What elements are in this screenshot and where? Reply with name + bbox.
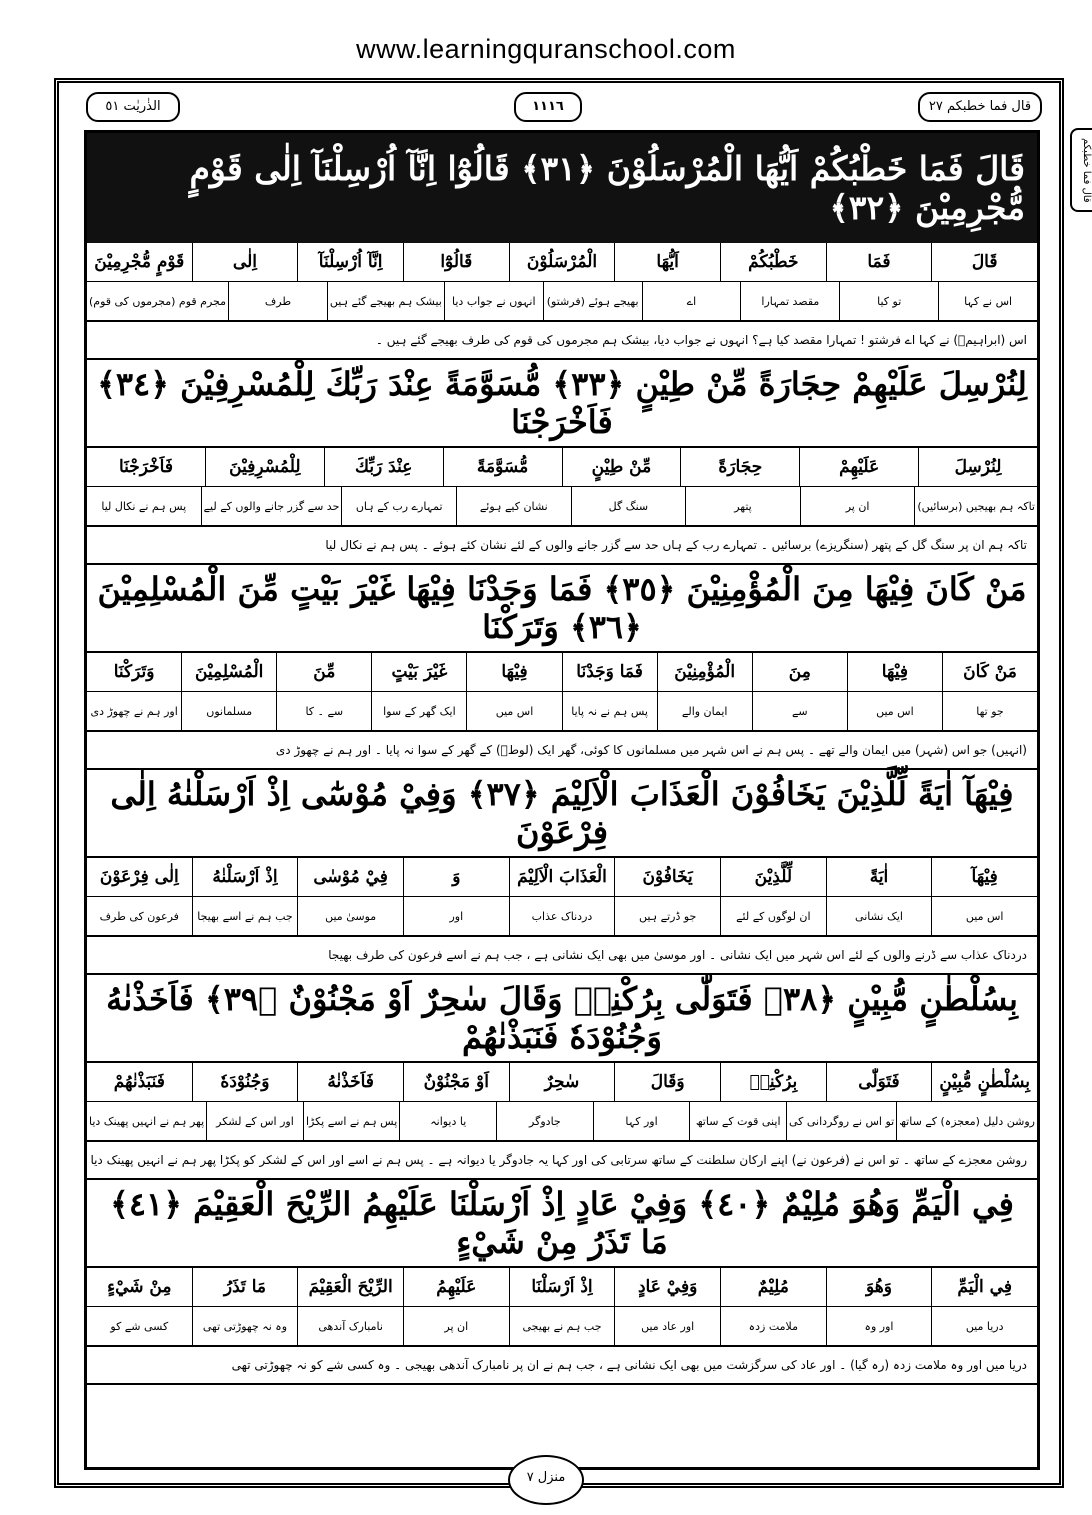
arabic-word-cell: غَيْرَ بَيْتٍ [371,653,466,691]
urdu-meaning-cell: نامبارک آندھی [297,1307,403,1345]
side-para-tab: قال فما خطبكم [1070,128,1092,212]
word-by-word-row [87,1063,1037,1102]
urdu-meaning-cell: فرعون کی طرف [99,909,179,923]
arabic-word-cell: الْمُرْسَلُوْنَ [509,243,615,281]
urdu-meaning-cell: جب ہم نے بھیجی [509,1307,615,1345]
urdu-meaning-cell: اور کہا [593,1102,690,1140]
arabic-word-cell: حِجَارَةً [680,448,799,486]
arabic-word-cell: وَهُوَ [826,1268,932,1306]
urdu-meaning-cell: مسلمانوں [181,692,276,730]
verse-section [87,565,1037,770]
arabic-word-cell: اٰيَةً [826,858,932,896]
urdu-meaning-cell: اس میں [931,897,1037,935]
urdu-meaning-cell: روشن دلیل (معجزہ) کے ساتھ [896,1102,1037,1140]
urdu-translation-line: تاکہ ہم ان پر سنگ گل کے پتھر (سنگریزے) برسائیں ۔ تمہارے رب کے ہاں حد سے گزر جانے والوں کے لئے نشان کئے ہوئے ۔ پس ہم نے نکال لیا [87,527,1037,565]
arabic-word-cell: يَخَافُوْنَ [614,858,720,896]
word-by-word-row [87,858,1037,897]
arabic-word-cell: فِي الْيَمِّ [931,1268,1037,1306]
urdu-meaning-cell: تو اس نے روگردانی کی [786,1102,896,1140]
arabic-word-cell: فَاَخَذْنٰهُ [297,1063,403,1101]
urdu-meaning-cell: اور ہم نے چھوڑ دی [90,704,178,718]
arabic-word-cell: فَتَوَلّٰى [826,1063,932,1101]
urdu-meaning-cell: نشان کیے ہوئے [456,487,571,525]
urdu-meaning-cell: یا دیوانہ [399,1102,496,1140]
urdu-meaning-cell: اس نے کہا [938,282,1037,320]
arabic-word-cell: سٰحِرٌ [509,1063,615,1101]
arabic-word-cell: مِنَ [752,653,847,691]
urdu-meaning-cell: ان پر [800,487,915,525]
arabic-word-cell: فَمَا وَجَدْنَا [562,653,657,691]
urdu-meaning-cell: ایک نشانی [826,897,932,935]
arabic-word-cell: فِيْهَا [847,653,942,691]
arabic-verse-line: فِيْهَآ اٰيَةً لِّلَّذِيْنَ يَخَافُوْنَ الْعَذَابَ الْاَلِيْمَ ﴿٣٧﴾ وَفِيْ مُوْسٰٓى اِذْ اَرْسَلْنٰهُ اِلٰى فِرْعَوْنَ [87,770,1037,858]
urdu-meaning-cell: دردناک عذاب [509,897,615,935]
urdu-meaning-cell: جو تھا [942,692,1037,730]
urdu-meaning-cell: پتھر [685,487,800,525]
word-meaning-row [87,1307,1037,1347]
urdu-meaning-cell: پس ہم نے نکال لیا [101,499,187,513]
arabic-word-cell: وَتَرَكْنَا [113,662,155,682]
urdu-meaning-cell: پس ہم نے نہ پایا [562,692,657,730]
verse-section [87,360,1037,565]
arabic-word-cell: عَلَيْهِمُ [403,1268,509,1306]
urdu-meaning-cell: اس میں [466,692,561,730]
arabic-word-cell: اِنَّآ اُرْسِلْنَآ [297,243,403,281]
urdu-meaning-cell: سے [752,692,847,730]
urdu-meaning-cell: تاکہ ہم بھیجیں (برسائیں) [914,487,1037,525]
arabic-word-cell: فِيْهَا [466,653,561,691]
arabic-word-cell: وَقَالَ [614,1063,720,1101]
urdu-meaning-cell: مجرم قوم (مجرموں کی قوم) [88,294,227,308]
arabic-word-cell: مَا تَذَرُ [192,1268,298,1306]
urdu-meaning-cell: اپنی قوت کے ساتھ [689,1102,786,1140]
verse-section [87,133,1037,360]
urdu-meaning-cell: انہوں نے جواب دیا [444,282,543,320]
site-url[interactable]: www.learningquranschool.com [356,34,736,64]
page-content [87,133,1037,1385]
arabic-word-cell: وَفِيْ عَادٍ [614,1268,720,1306]
arabic-word-cell: بِرُكْنِهٖ [720,1063,826,1101]
arabic-word-cell: مُّسَوَّمَةً [443,448,562,486]
word-by-word-row [87,1268,1037,1307]
urdu-meaning-cell: اس میں [847,692,942,730]
arabic-word-cell: الْمُؤْمِنِيْنَ [657,653,752,691]
arabic-word-cell: فَنَبَذْنٰهُمْ [113,1072,165,1092]
word-meaning-row [87,692,1037,732]
urdu-meaning-cell: سنگ گل [571,487,686,525]
urdu-meaning-cell: ان لوگوں کے لئے [720,897,826,935]
verse-section [87,1180,1037,1385]
arabic-word-cell: مِّنَ [276,653,371,691]
verse-section [87,770,1037,975]
page-number: ١١١٦ [514,92,582,122]
arabic-verse-line: بِسُلْطٰنٍ مُّبِيْنٍ ﴿٣٨﴾ فَتَوَلّٰى بِرُكْنِهٖ وَقَالَ سٰحِرٌ اَوْ مَجْنُوْنٌ ﴿٣٩﴾ فَاَخَذْنٰهُ وَجُنُوْدَهٗ فَنَبَذْنٰهُمْ [87,975,1037,1063]
arabic-word-cell: وَ [403,858,509,896]
urdu-meaning-cell: جب ہم نے اسے بھیجا [192,897,298,935]
urdu-meaning-cell: ملامت زدہ [720,1307,826,1345]
arabic-word-cell: الرِّيْحَ الْعَقِيْمَ [297,1268,403,1306]
urdu-meaning-cell: کسی شے کو [110,1319,169,1333]
urdu-meaning-cell: جو ڈرتے ہیں [614,897,720,935]
urdu-meaning-cell: سے ۔ کا [276,692,371,730]
word-by-word-row [87,448,1037,487]
arabic-verse-line: فِي الْيَمِّ وَهُوَ مُلِيْمٌ ﴿٤٠﴾ وَفِيْ عَادٍ اِذْ اَرْسَلْنَا عَلَيْهِمُ الرِّيْحَ الْعَقِيْمَ ﴿٤١﴾ مَا تَذَرُ مِنْ شَيْءٍ [87,1180,1037,1268]
arabic-word-cell: اِلٰى فِرْعَوْنَ [99,867,179,887]
arabic-word-cell: لِلْمُسْرِفِيْنَ [205,448,324,486]
surah-name: الذٰریٰت ٥١ [86,92,180,122]
urdu-meaning-cell: موسیٰ میں [297,897,403,935]
arabic-word-cell: قَالَ [931,243,1037,281]
urdu-meaning-cell: مقصد تمہارا [740,282,839,320]
urdu-meaning-cell: اور اس کے لشکر [206,1102,303,1140]
para-name: قال فما خطبكم ٢٧ [918,92,1042,122]
arabic-verse-line: لِنُرْسِلَ عَلَيْهِمْ حِجَارَةً مِّنْ طِيْنٍ ﴿٣٣﴾ مُّسَوَّمَةً عِنْدَ رَبِّكَ لِلْمُسْرِفِيْنَ ﴿٣٤﴾ فَاَخْرَجْنَا [87,360,1037,448]
arabic-word-cell: اِلٰى [192,243,298,281]
urdu-meaning-cell: اور وہ [826,1307,932,1345]
arabic-word-cell: فَاَخْرَجْنَا [118,457,173,477]
word-by-word-row [87,243,1037,282]
arabic-word-cell: الْمُسْلِمِيْنَ [181,653,276,691]
word-by-word-row [87,653,1037,692]
urdu-translation-line: روشن معجزے کے ساتھ ۔ تو اس نے (فرعون نے) اپنے ارکان سلطنت کے ساتھ سرتابی کی اور کہا یہ جادوگر یا دیوانہ ہے ۔ پس ہم نے اسے اور اس کے لشکر کو پکڑا پھر ہم نے انہیں پھینک دیا [87,1142,1037,1180]
manzil-marker: منزل ٧ [508,1455,584,1505]
urdu-meaning-cell: تمہارے رب کے ہاں [341,487,456,525]
arabic-word-cell: مَنْ كَانَ [942,653,1037,691]
urdu-meaning-cell: ایمان والے [657,692,752,730]
urdu-meaning-cell: اور عاد میں [614,1307,720,1345]
urdu-translation-line: (انہیں) جو اس (شہر) میں ایمان والے تھے ۔ پس ہم نے اس شہر میں مسلمانوں کا کوئی، گھر ایک (لوطؑ) کے گھر کے سوا نہ پایا ۔ اور ہم نے چھوڑ دی [87,732,1037,770]
arabic-word-cell: مِّنْ طِيْنٍ [562,448,681,486]
urdu-meaning-cell: طرف [228,282,327,320]
arabic-word-cell: قَالُوْٓا [403,243,509,281]
urdu-meaning-cell: جادوگر [496,1102,593,1140]
arabic-word-cell: فَمَا [826,243,932,281]
arabic-word-cell: وَجُنُوْدَهٗ [192,1063,298,1101]
word-meaning-row [87,282,1037,322]
urdu-meaning-cell: وہ نہ چھوڑتی تھی [192,1307,298,1345]
arabic-word-cell: مِنْ شَيْءٍ [107,1277,172,1297]
urdu-meaning-cell: بیشک ہم بھیجے گئے ہیں [327,282,444,320]
arabic-word-cell: اَوْ مَجْنُوْنٌ [403,1063,509,1101]
urdu-translation-line: اس (ابراہیمؑ) نے کہا اے فرشتو ! تمہارا مقصد کیا ہے؟ انہوں نے جواب دیا، بیشک ہم مجرموں کی قوم کی طرف بھیجے گئے ہیں ۔ [87,322,1037,360]
urdu-meaning-cell: پس ہم نے اسے پکڑا [303,1102,400,1140]
urdu-meaning-cell: تو کیا [839,282,938,320]
arabic-word-cell: عَلَيْهِمْ [799,448,918,486]
arabic-word-cell: فِيْ مُوْسٰى [297,858,403,896]
urdu-translation-line: دردناک عذاب سے ڈرنے والوں کے لئے اس شہر میں ایک نشانی ۔ اور موسیٰ میں بھی ایک نشانی ہے ، جب ہم نے اسے فرعون کی طرف بھیجا [87,937,1037,975]
word-meaning-row [87,1102,1037,1142]
urdu-meaning-cell: بھیجے ہوئے (فرشتو) [543,282,642,320]
arabic-word-cell: اَيُّهَا [614,243,720,281]
arabic-word-cell: اِذْ اَرْسَلْنَا [509,1268,615,1306]
urdu-translation-line: دریا میں اور وہ ملامت زدہ (رہ گیا) ۔ اور عاد کی سرگزشت میں بھی ایک نشانی ہے ، جب ہم نے ان پر نامبارک آندھی بھیجی ۔ وہ کسی شے کو نہ چھوڑتی تھی [87,1347,1037,1385]
urdu-meaning-cell: ان پر [403,1307,509,1345]
arabic-word-cell: مُلِيْمٌ [720,1268,826,1306]
urdu-meaning-cell: دریا میں [931,1307,1037,1345]
verse-section [87,975,1037,1180]
urdu-meaning-cell: ایک گھر کے سوا [371,692,466,730]
word-meaning-row [87,897,1037,937]
arabic-word-cell: اِذْ اَرْسَلْنٰهُ [192,858,298,896]
arabic-verse-line: قَالَ فَمَا خَطْبُكُمْ اَيُّهَا الْمُرْسَلُوْنَ ﴿٣١﴾ قَالُوْٓا اِنَّآ اُرْسِلْنَآ اِلٰى قَوْمٍ مُّجْرِمِيْنَ ﴿٣٢﴾ [87,133,1037,243]
arabic-word-cell: خَطْبُكُمْ [720,243,826,281]
word-meaning-row [87,487,1037,527]
arabic-word-cell: الْعَذَابَ الْاَلِيْمَ [509,858,615,896]
urdu-meaning-cell: اور [403,897,509,935]
arabic-word-cell: عِنْدَ رَبِّكَ [324,448,443,486]
arabic-word-cell: لِنُرْسِلَ [918,448,1037,486]
arabic-word-cell: قَوْمٍ مُّجْرِمِيْنَ [94,252,185,272]
urdu-meaning-cell: پھر ہم نے انہیں پھینک دیا [89,1114,205,1128]
arabic-word-cell: فِيْهَآ [931,858,1037,896]
arabic-word-cell: لِّلَّذِيْنَ [720,858,826,896]
urdu-meaning-cell: اے [642,282,741,320]
arabic-word-cell: بِسُلْطٰنٍ مُّبِيْنٍ [931,1063,1037,1101]
arabic-verse-line: مَنْ كَانَ فِيْهَا مِنَ الْمُؤْمِنِيْنَ ﴿٣٥﴾ فَمَا وَجَدْنَا فِيْهَا غَيْرَ بَيْتٍ مِّنَ الْمُسْلِمِيْنَ ﴿٣٦﴾ وَتَرَكْنَا [87,565,1037,653]
urdu-meaning-cell: حد سے گزر جانے والوں کے لیے [201,487,342,525]
